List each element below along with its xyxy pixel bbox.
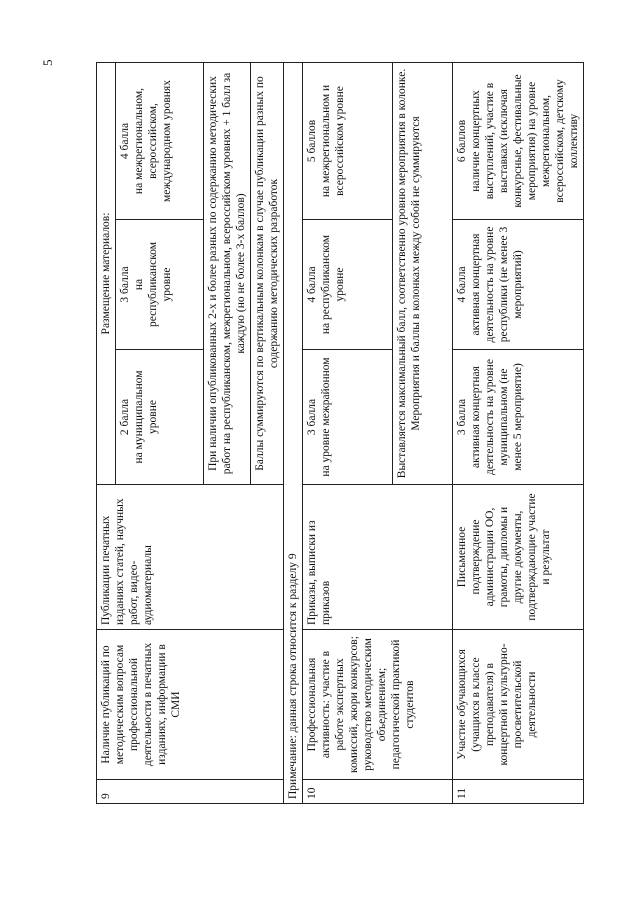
row10-note: Выставляется максимальный балл, соответственно уровню мероприятия в колонке. Мероприятия и баллы в колонках между собой не суммируются	[393, 63, 453, 485]
row9-criterion: Наличие публикаций по методическим вопросам профессиональной деятельности в печатных изданиях, информации в СМИ	[97, 630, 284, 780]
row9-evidence: Публикации печатных изданиях статей, научных работ, видео-аудиоматериалы	[97, 485, 284, 630]
row9-extra-points-note: При наличии опубликованных 2-х и более разных по содержанию методических работ на республиканском, межрегиональном, всероссийском уровнях + 1 балл за каждую (но не более 3-х баллов)	[204, 63, 251, 485]
row10-evidence: Приказы, выписки из приказов	[303, 485, 453, 630]
row9-score-republic: 3 балла на республиканском уровне	[116, 220, 204, 350]
row9-sum-note: Баллы суммируются по вертикальным колонкам в случае публикации разных по содержанию методических разработок	[251, 63, 284, 485]
row11-score-interregional: 6 баллов наличие концертных выступлений, участие в выставках (исключая конкурсные, фестивальные мероприятия) на уровне межрегиональном, всероссийском, детскому коллективу	[453, 63, 584, 220]
row11-score-republic: 4 балла активная концертная деятельность на уровне республики (не менее 3 мероприятий)	[453, 220, 584, 350]
row10-score-interregional: 5 баллов на межрегиональном и всероссийском уровне	[303, 63, 393, 220]
rotated-table-container	[96, 63, 581, 804]
section-note: Примечание: данная строка относится к разделу 9	[284, 63, 303, 804]
row11-criterion: Участие обучающихся (учащихся в классе преподавателя) в концертной и культурно-просветительской деятельности	[453, 630, 584, 780]
row10-number: 10	[303, 780, 453, 804]
page-number: 5	[40, 59, 55, 66]
row10-score-interdistrict: 3 балла на уровне межрайонном	[303, 350, 393, 485]
row11-score-municipal: 3 балла активная концертная деятельность на уровне муниципальном (не менее 5 мероприятие)	[453, 350, 584, 485]
placement-header: Размещение материалов:	[97, 63, 116, 485]
row11-evidence: Письменное подтверждение администрации ОО, грамоты, дипломы и другие документы, подтверждающие участие и результат	[453, 485, 584, 630]
row9-number: 9	[97, 780, 284, 804]
row9-score-interregional: 4 балла на межрегиональном, всероссийском, международном уровнях	[116, 63, 204, 220]
row10-criterion: Профессиональная активность: участие в работе экспертных комиссий, жюри конкурсов; руководство методическим объединением; педагогической практикой студентов	[303, 630, 453, 780]
row11-number: 11	[453, 780, 584, 804]
row10-score-republic: 4 балла на республиканском уровне	[303, 220, 393, 350]
criteria-table	[96, 62, 584, 804]
row9-score-municipal: 2 балла на муниципальном уровне	[116, 350, 204, 485]
